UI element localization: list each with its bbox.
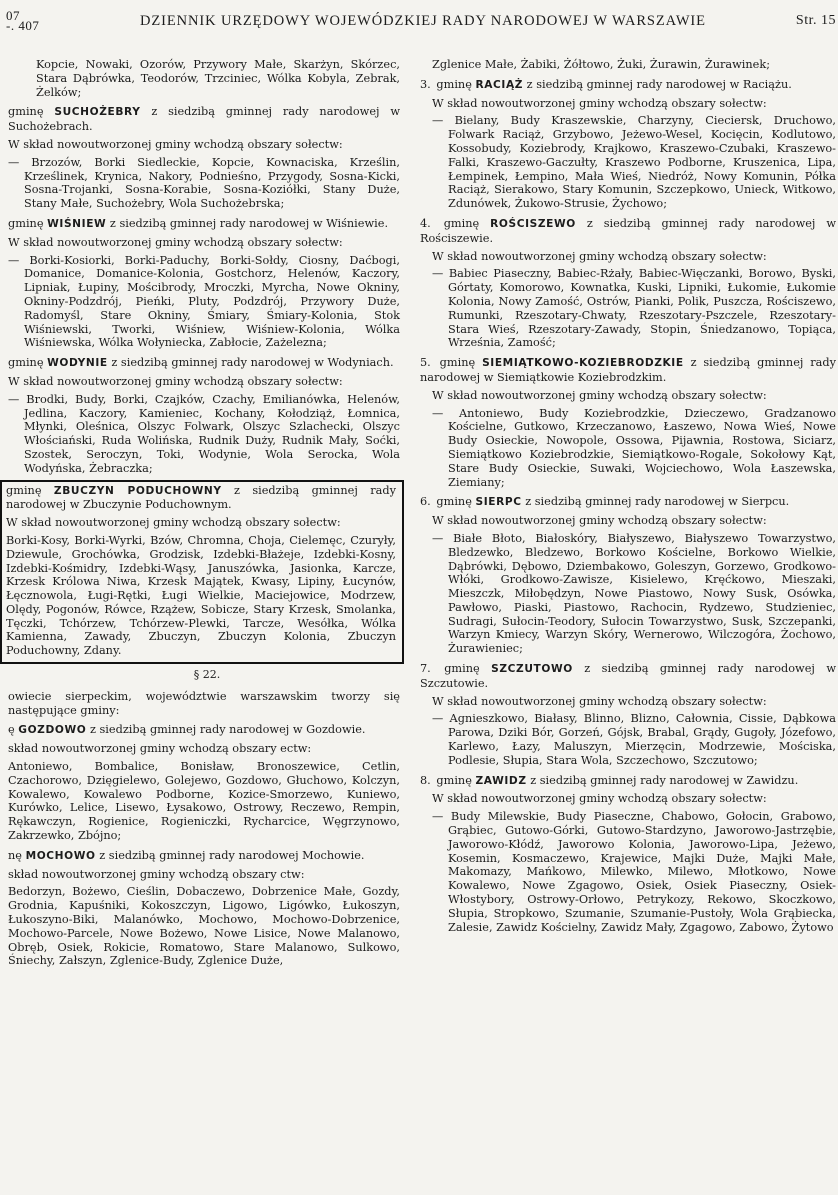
- gmina-heading: [8, 723, 400, 738]
- item-number: 3.: [420, 77, 431, 91]
- heading-rest: z siedzibą gminnej rady narodowej w Suchożebrach.: [8, 105, 401, 134]
- gmina-heading: [8, 849, 400, 864]
- prefix: gminę: [8, 105, 44, 119]
- sołectwa-list: Borki-Kosy, Borki-Wyrki, Bzów, Chromna, Choja, Cielemęc, Czuryły, Dziewule, Grochówka, Grodzisk, Izdebki-Błażeje, Izdebki-Kosny, Izdebki-Kośmidry, Izdebki-Wąsy, Januszówka, Jasionka, Karcze, Krzesk Królowa Niwa, Krzesk Majątek, Kwasy, Lipiny, Łucynów, Łęcznowola, Ługi-Rętki, Ługi Wielkie, Maciejowice, Modrzew, Olędy, Pogonów, Rówce, Rzążew, Sobicze, Stary Krzesk, Smolanka, Tęczki, Tchórzew, Tchórzew-Plewki, Tarcze, Wesółka, Wólka Kamienna, Zawady, Zbuczyn, Zbuczyn Kolonia, Zbuczyn Poduchowny, Zdany.: [6, 533, 396, 658]
- prefix: gminę: [443, 216, 480, 230]
- sklad-line: W skład nowoutworzonej gminy wchodzą obszary sołectw:: [6, 516, 341, 530]
- sołectwa-list: — Bielany, Budy Kraszewskie, Charzyny, Cieciersk, Druchowo, Folwark Raciąż, Grzybowo, Jeżewo-Wesel, Kocięcin, Kodlutowo, Kossobudy, Koziebrody, Krajkowo, Kraszewo-Czubaki, Kraszewo-Falki, Kraszewo-Gaczułty, Kraszewo Podborne, Kruszenica, Lipa, Łempinek, Łempino, Mała Wieś, Niedróż, Nowy Komunin, Półka Raciąż, Sierakowo, Stary Komunin, Szczepkowo, Unieck, Witkowo, Zdunówek, Żukowo-Strusie, Żychowo;: [432, 114, 836, 211]
- sołectwa-list: — Brodki, Budy, Borki, Czajków, Czachy, Emilianówka, Helenów, Jedlina, Kaczory, Kamieniec, Kochany, Kołodziąż, Łomnica, Młynki, Oleśnica, Olszyc Folwark, Olszyc Szlachecki, Olszyc Włościański, Ruda Wolińska, Rudnik Duży, Rudnik Mały, Soćki, Szostek, Seroczyn, Toki, Wodynie, Wola Serocka, Wola Wodyńska, Żebraczka;: [8, 392, 400, 475]
- item-number: 5.: [420, 356, 431, 370]
- heading-rest: z siedzibą gminnej rady narodowej w Wodyniach.: [111, 356, 394, 370]
- heading-rest: z siedzibą gminnej rady narodowej Mochowie.: [99, 848, 365, 862]
- prefix: gminę: [436, 773, 472, 787]
- sołectwa-list: — Babiec Piaseczny, Babiec-Rżały, Babiec-Więczanki, Borowo, Byski, Górtaty, Komorowo, Kownatka, Kuski, Lipniki, Łukomie, Łukomie Kolonia, Nowy Zamość, Ostrów, Pianki, Polik, Puszcza, Rościszewo, Rumunki, Rzeszotary-Chwaty, Rzeszotary-Pszczele, Rzeszotary-Stara Wieś, Rzeszotary-Zawady, Stopin, Śniedzanowo, Topiąca, Września, Zamość;: [432, 267, 836, 350]
- prefix: ę: [8, 723, 15, 737]
- page-header: [0, 8, 838, 37]
- gmina-name: MOCHOWO: [25, 849, 96, 862]
- sklad-line: W skład nowoutworzonej gminy wchodzą obszary sołectw:: [432, 96, 767, 110]
- gmina-name: SIEMIĄTKOWO-KOZIEBRODZKIE: [482, 357, 684, 370]
- paragraph: Kopcie, Nowaki, Ozorów, Przywory Małe, Skarżyn, Skórzec, Stara Dąbrówka, Teodorów, Trzciniec, Wólka Kobyla, Zebrak, Żelków;: [36, 58, 400, 99]
- heading-rest: z siedzibą gminnej rady narodowej w Zawidzu.: [530, 773, 799, 787]
- gmina-heading: [420, 774, 836, 789]
- item-number: 4.: [420, 216, 431, 230]
- prefix: gminę: [444, 662, 480, 676]
- sklad-line: W skład nowoutworzonej gminy wchodzą obszary sołectw:: [432, 694, 767, 708]
- heading-rest: z siedzibą gminnej rady narodowej w Raciążu.: [526, 77, 792, 91]
- gmina-name: ROŚCISZEWO: [490, 217, 576, 230]
- sołectwa-list: — Borki-Kosiorki, Borki-Paduchy, Borki-Sołdy, Ciosny, Daćbogi, Domanice, Domanice-Kolonia, Gostchorz, Helenów, Kaczory, Lipniak, Łupiny, Mościbrody, Mroczki, Myrcha, Nowe Okniny, Okniny-Podzdrój, Pieńki, Pluty, Podzdrój, Przywory Duże, Radomyśl, Stare Okniny, Śmiary, Śmiary-Kolonia, Stok Wiśniewski, Tworki, Wiśniew, Wiśniew-Kolonia, Wólka Wiśniewska, Wólka Wołyniecka, Zabłocie, Zażelezna;: [8, 253, 400, 350]
- gmina-name: SIERPC: [475, 496, 522, 509]
- heading-rest: z siedzibą gminnej rady narodowej w Siemiątkowie Koziebrodzkim.: [420, 356, 837, 384]
- boxed-section: [0, 480, 404, 665]
- sklad-line: W skład nowoutworzonej gminy wchodzą obszary sołectw:: [8, 235, 343, 249]
- prefix: gminę: [8, 356, 44, 370]
- section-number: § 22.: [193, 668, 221, 682]
- sołectwa-list: — Antoniewo, Budy Koziebrodzkie, Dzieczewo, Gradzanowo Kościelne, Gutkowo, Krzeczanowo, Łaszewo, Nowa Wieś, Nowe Budy Osieckie, Nowopole, Ossowa, Pijawnia, Rostowa, Siciarz, Siemiątkowo Koziebrodzkie, Siemiątkowo-Rogale, Sokołowy Kąt, Stare Budy Osieckie, Suwaki, Wojciechowo, Wola Łaszewska, Ziemiany;: [432, 406, 836, 489]
- gmina-heading: [8, 356, 400, 371]
- item-number: 8.: [420, 773, 431, 787]
- prefix: gminę: [436, 77, 472, 91]
- gmina-name: ZAWIDZ: [475, 774, 527, 787]
- sołectwa-list: — Białe Błoto, Białoskóry, Białyszewo, Białyszewo Towarzystwo, Bledzewko, Bledzewo, Borkowo Kościelne, Borkowo Wielkie, Dąbrówki, Dębowo, Dziembakowo, Goleszyn, Gorzewo, Grodkowo-Włóki, Grodkowo-Zawisze, Kisielewo, Kręćkowo, Mieszaki, Mieszczk, Miłobędzyn, Nowe Piastowo, Nowy Susk, Osówka, Pawłowo, Piaski, Piastowo, Rachocin, Rydzewo, Studzieniec, Sudragi, Sułocin-Teodory, Sułocin Towarzystwo, Susk, Szczepanki, Warzyn Kmiecy, Warzyn Skóry, Wernerowo, Wilczogóra, Żochowo, Żurawieniec;: [432, 531, 836, 656]
- sołectwa-list: — Brzozów, Borki Siedleckie, Kopcie, Kownaciska, Krześlin, Krześlinek, Krynica, Nakory, Podnieśno, Przygody, Sosna-Kicki, Sosna-Trojanki, Sosna-Korabie, Sosna-Koziółki, Stany Duże, Stany Małe, Suchożebry, Wola Suchożebrska;: [8, 155, 400, 211]
- gmina-heading: [420, 78, 836, 93]
- left-column: [6, 58, 401, 972]
- prefix: gminę: [439, 356, 476, 370]
- sklad-line: skład nowoutworzonej gminy wchodzą obszary ctw:: [8, 867, 305, 881]
- gmina-name: ZBUCZYN PODUCHOWNY: [53, 484, 222, 497]
- sklad-line: W skład nowoutworzonej gminy wchodzą obszary sołectw:: [432, 249, 767, 263]
- gmina-name: WIŚNIEW: [47, 217, 107, 230]
- gmina-heading: [420, 495, 836, 510]
- gmina-name: SUCHOŻEBRY: [54, 106, 141, 119]
- prefix: nę: [8, 848, 22, 862]
- gmina-heading: [8, 105, 400, 134]
- item-number: 7.: [420, 662, 431, 676]
- prefix: gminę: [8, 216, 44, 230]
- gmina-name: WODYNIE: [47, 357, 108, 370]
- sołectwa-list: Bedorzyn, Bożewo, Cieślin, Dobaczewo, Dobrzenice Małe, Gozdy, Grodnia, Kapuśniki, Kokoszczyn, Ligowo, Ligówko, Łukoszyn, Łukoszyno-Biki, Malanówko, Mochowo, Mochowo-Dobrzenice, Mochowo-Parcele, Nowe Bożewo, Nowe Lisice, Nowe Malanowo, Obręb, Osiek, Rokicie, Romatowo, Stare Malanowo, Sulkowo, Śniechy, Załszyn, Zglenice-Budy, Zglenice Duże,: [8, 885, 400, 968]
- prefix: gminę: [6, 483, 42, 497]
- sklad-line: W skład nowoutworzonej gminy wchodzą obszary sołectw:: [8, 374, 343, 388]
- heading-rest: z siedzibą gminnej rady narodowej w Zbuczynie Poduchownym.: [6, 483, 396, 512]
- gmina-heading: [420, 217, 836, 246]
- sklad-line: W skład nowoutworzonej gminy wchodzą obszary sołectw:: [432, 792, 767, 806]
- gmina-name: RACIĄŻ: [475, 78, 524, 91]
- gmina-name: GOZDOWO: [18, 724, 87, 737]
- heading-rest: z siedzibą gminnej rady narodowej w Sierpcu.: [525, 495, 790, 509]
- gmina-heading: [420, 356, 836, 385]
- journal-title: DZIENNIK URZĘDOWY WOJEWÓDZKIEJ RADY NARODOWEJ W WARSZAWIE: [140, 13, 706, 29]
- gmina-heading: [420, 662, 836, 691]
- gmina-heading: [6, 484, 396, 513]
- heading-rest: z siedzibą gminnej rady narodowej w Szczutowie.: [420, 662, 836, 690]
- sołectwa-list: Antoniewo, Bombalice, Bonisław, Bronoszewice, Cetlin, Czachorowo, Dzięgielewo, Golejewo, Gozdowo, Głuchowo, Kolczyn, Kowalewo, Kowalewo Podborne, Kozice-Smorzewo, Kuniewo, Kurówko, Lelice, Lisewo, Łysakowo, Ostrowy, Reczewo, Rempin, Rękawczyn, Rogienice, Rogieniczki, Rycharcice, Węgrzynowo, Zakrzewko, Zbójno;: [8, 760, 400, 843]
- page-number-left: 07 -. 407: [6, 8, 40, 33]
- heading-rest: z siedzibą gminnej rady narodowej w Gozdowie.: [89, 723, 366, 737]
- heading-rest: z siedzibą gminnej rady narodowej w Wiśniewie.: [109, 216, 389, 230]
- item-number: 6.: [420, 495, 431, 509]
- page-number-right: Str. 15: [795, 13, 836, 28]
- prefix: gminę: [436, 495, 472, 509]
- paragraph: owiecie sierpeckim, województwie warszawskim tworzy się następujące gminy:: [8, 689, 400, 717]
- gmina-heading: [8, 217, 400, 232]
- sołectwa-list: — Agnieszkowo, Białasy, Blinno, Blizno, Całownia, Cissie, Dąbkowa Parowa, Dziki Bór, Gorzeń, Gójsk, Brabal, Grądy, Gugoły, Józefowo, Karlewo, Łazy, Maluszyn, Mierzęcin, Modrzewie, Mościska, Podlesie, Słupia, Stara Wola, Szczechowo, Szczutowo;: [432, 712, 836, 767]
- sołectwa-list: — Budy Milewskie, Budy Piaseczne, Chabowo, Gołocin, Grabowo, Grąbiec, Gutowo-Górki, Gutowo-Stardzyno, Jaworowo-Jastrzębie, Jaworowo-Kłódź, Jaworowo Kolonia, Jaworowo-Lipa, Jeżewo, Kosemin, Kosmaczewo, Krajewice, Majki Duże, Majki Małe, Makomazy, Mańkowo, Milewko, Milewo, Młotkowo, Nowe Kowalewo, Nowe Zgagowo, Osiek, Osiek Piaseczny, Osiek-Włostybory, Ostrowy-Orłowo, Petrykozy, Rekowo, Skoczkowo, Słupia, Stropkowo, Szumanie, Szumanie-Pustoły, Wola Grąbiecka, Zalesie, Zawidz Kościelny, Zawidz Mały, Zgagowo, Zabowo, Żytowo: [432, 810, 836, 934]
- sklad-line: skład nowoutworzonej gminy wchodzą obszary ectw:: [8, 742, 312, 756]
- sklad-line: W skład nowoutworzonej gminy wchodzą obszary sołectw:: [432, 388, 767, 402]
- heading-rest: z siedzibą gminnej rady narodowej w Rościszewie.: [420, 216, 837, 245]
- gmina-name: SZCZUTOWO: [491, 663, 573, 676]
- right-column: [420, 58, 836, 938]
- sklad-line: W skład nowoutworzonej gminy wchodzą obszary sołectw:: [432, 514, 767, 528]
- sklad-line: W skład nowoutworzonej gminy wchodzą obszary sołectw:: [8, 137, 343, 151]
- paragraph: Zglenice Małe, Żabiki, Żółtowo, Żuki, Żurawin, Żurawinek;: [432, 58, 771, 71]
